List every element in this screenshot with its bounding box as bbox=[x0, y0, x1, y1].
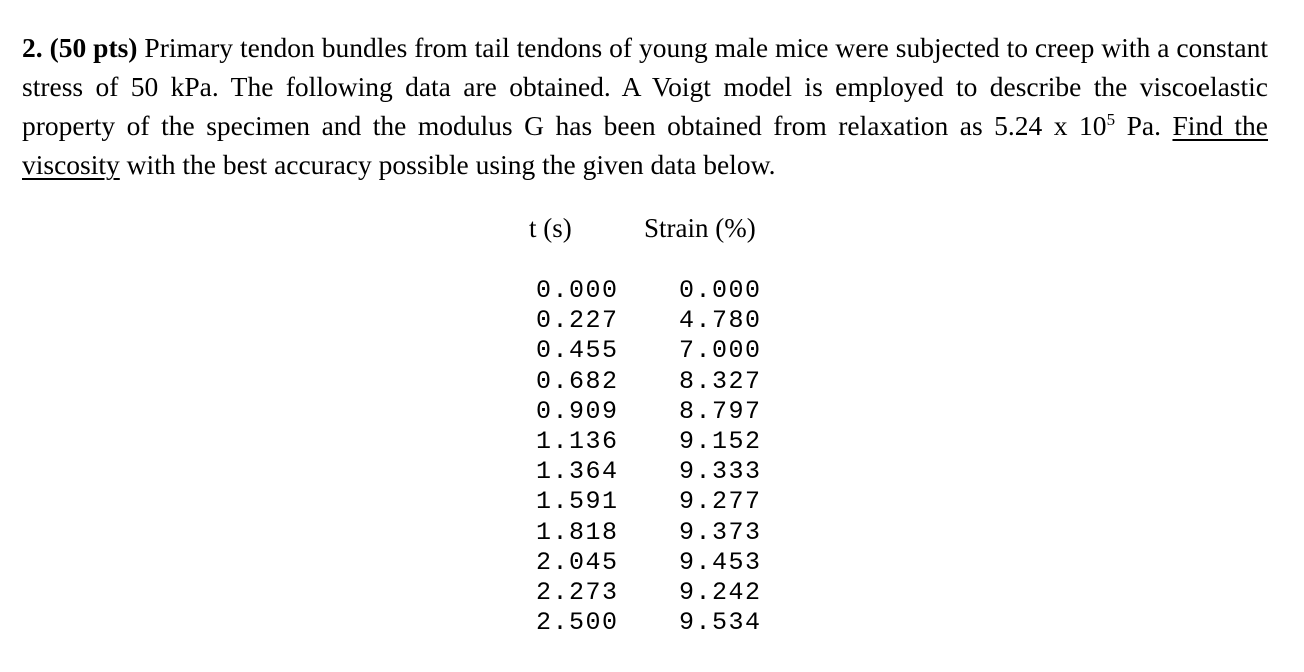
problem-task-underlined: Find the viscosity bbox=[22, 110, 1269, 180]
strain-cell: 8.797 bbox=[679, 396, 762, 426]
strain-cell: 9.333 bbox=[679, 457, 762, 487]
problem-points: (50 pts) bbox=[49, 32, 138, 63]
strain-cell: 9.373 bbox=[679, 517, 762, 547]
strain-cell: 0.000 bbox=[679, 276, 762, 305]
problem-statement bbox=[22, 28, 1268, 184]
time-cell: 0.682 bbox=[536, 366, 619, 396]
problem-number: 2. bbox=[22, 32, 43, 63]
time-cell: 0.909 bbox=[536, 396, 619, 426]
strain-cell: 4.780 bbox=[679, 306, 762, 336]
problem-text-1: Primary tendon bundles from tail tendons of young male mice were subjected to creep with a constant stress of 50 kPa. The following data are obtained. A Voigt model is employed to describe the viscoelastic property of the specimen and the modulus G has been obtained from relaxation as 5.24 x 10 bbox=[22, 32, 1268, 141]
time-cell: 1.364 bbox=[536, 457, 619, 487]
time-cell: 2.500 bbox=[536, 608, 619, 638]
time-cell: 2.273 bbox=[536, 578, 619, 608]
time-cell: 0.455 bbox=[536, 336, 619, 366]
time-cell: 0.227 bbox=[536, 306, 619, 336]
strain-cell: 9.534 bbox=[679, 608, 762, 638]
strain-cell: 7.000 bbox=[679, 336, 762, 366]
strain-cell: 8.327 bbox=[679, 366, 762, 396]
strain-cell: 9.152 bbox=[679, 427, 762, 457]
problem-text-2: Pa. bbox=[1115, 110, 1173, 141]
time-cell: 1.591 bbox=[536, 487, 619, 517]
strain-column-header: Strain (%) bbox=[644, 213, 756, 243]
time-column-header: t (s) bbox=[529, 213, 572, 243]
strain-cell: 9.277 bbox=[679, 487, 762, 517]
problem-text-3: with the best accuracy possible using the given data below. bbox=[119, 149, 776, 180]
strain-cell: 9.242 bbox=[679, 578, 762, 608]
time-cell: 0.000 bbox=[536, 276, 619, 305]
time-cell: 2.045 bbox=[536, 547, 619, 577]
modulus-exponent: 5 bbox=[1106, 110, 1116, 129]
strain-cell: 9.453 bbox=[679, 547, 762, 577]
time-cell: 1.136 bbox=[536, 427, 619, 457]
time-cell: 1.818 bbox=[536, 517, 619, 547]
strain-column bbox=[679, 276, 762, 638]
time-column bbox=[536, 276, 619, 638]
